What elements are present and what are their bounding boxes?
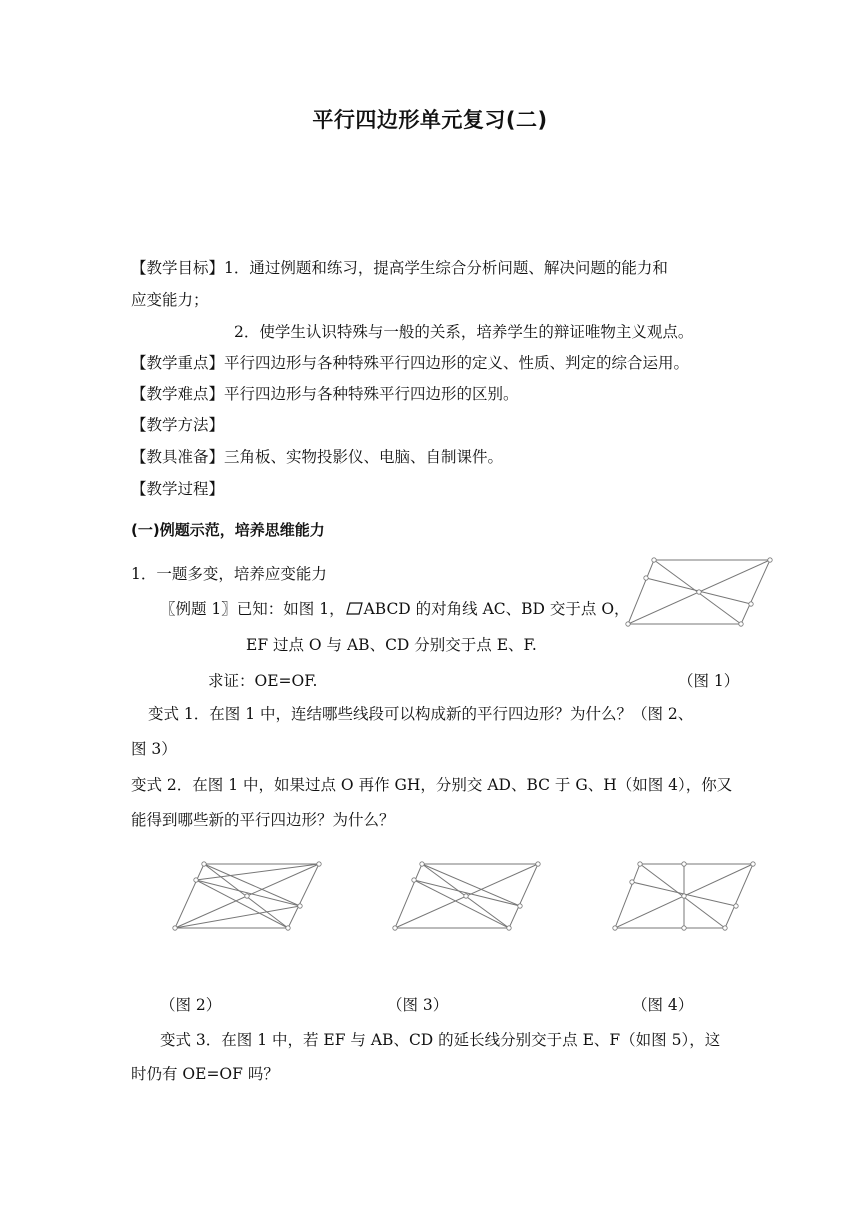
fig3-segment-fc <box>414 880 509 928</box>
goals-item1-b: 应变能力； <box>131 291 209 309</box>
goals-label: 【教学目标】 <box>131 259 225 277</box>
difficulties: 【教学难点】平行四边形与各种特殊平行四边形的区别。 <box>131 385 519 403</box>
figure-4-diagram <box>612 858 772 934</box>
variant-2-line-2: 能得到哪些新的平行四边形？为什么？ <box>131 811 395 829</box>
teaching-process: 【教学过程】 <box>131 480 225 498</box>
section-heading-1: (一)例题示范，培养思维能力 <box>131 521 325 539</box>
fig3-segment-ef <box>414 880 520 906</box>
example-1-a: 〖例题 1〗已知：如图 1， <box>160 600 345 618</box>
figure-4-caption: （图 4） <box>632 996 694 1014</box>
example-1-line-1 <box>160 597 630 619</box>
parallelogram-symbol-icon <box>346 602 363 615</box>
figure-2-diagram <box>170 858 330 934</box>
variant-3-line-1: 变式 3．在图 1 中，若 EF 与 AB、CD 的延长线分别交于点 E、F（如图 5），这 <box>160 1031 721 1049</box>
teaching-method: 【教学方法】 <box>131 416 225 434</box>
fig2-segment-ae <box>204 864 300 906</box>
item-1-heading: 1．一题多变，培养应变能力 <box>131 565 327 583</box>
fig2-segment-fc <box>196 880 288 928</box>
figure-3-caption: （图 3） <box>387 996 449 1014</box>
example-1-c: EF 过点 O 与 AB、CD 分别交于点 E、F. <box>246 636 537 654</box>
figure-1-caption: （图 1） <box>678 672 740 690</box>
example-1-b: ABCD 的对角线 AC、BD 交于点 O， <box>363 600 630 618</box>
variant-2-line-1: 变式 2．在图 1 中，如果过点 O 再作 GH，分别交 AD、BC 于 G、H（如图 4），你又 <box>131 776 733 794</box>
figure-1-diagram <box>620 556 780 632</box>
fig2-segment-ef <box>196 880 300 906</box>
teaching-tools: 【教具准备】三角板、实物投影仪、电脑、自制课件。 <box>131 448 504 466</box>
variant-3-line-2: 时仍有 OE=OF 吗？ <box>131 1065 279 1083</box>
variant-1-line-2: 图 3） <box>131 740 177 758</box>
figure-2-caption: （图 2） <box>160 996 222 1014</box>
variant-1-line-1: 变式 1．在图 1 中，连结哪些线段可以构成新的平行四边形？为什么？（图 2、 <box>148 705 694 723</box>
goals-item1-a: 1．通过例题和练习，提高学生综合分析问题、解决问题的能力和 <box>224 259 668 277</box>
key-points: 【教学重点】平行四边形与各种特殊平行四边形的定义、性质、判定的综合运用。 <box>131 354 690 372</box>
goals-line-1 <box>131 256 668 278</box>
page-title: 平行四边形单元复习(二) <box>312 108 548 132</box>
prove-statement: 求证：OE=OF. <box>208 672 318 690</box>
goals-item2: 2．使学生认识特殊与一般的关系，培养学生的辩证唯物主义观点。 <box>234 323 694 341</box>
figure-3-diagram <box>392 858 552 934</box>
